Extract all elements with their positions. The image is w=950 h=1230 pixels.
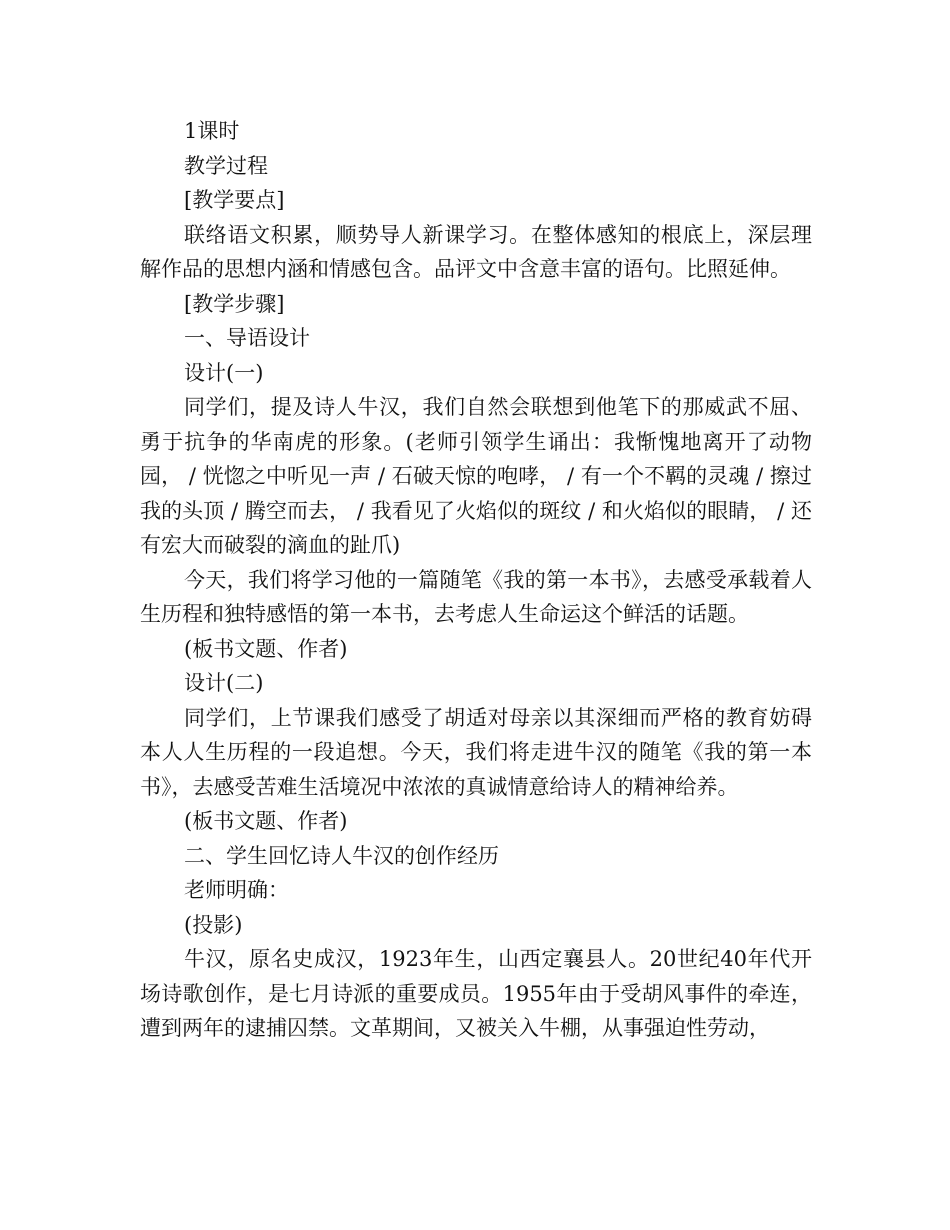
subheading-design-one: 设计(一)	[184, 360, 264, 385]
paragraph-design-one-today: 今天，我们将学习他的一篇随笔《我的第一本书》，去感受承载着人生历程和独特感悟的第一本书，去考虑人生命运这个鲜活的话题。	[140, 567, 812, 626]
label-teacher-clarifies: 老师明确：	[184, 878, 289, 902]
note-board-title-author: (板书文题、作者)	[184, 636, 348, 661]
subheading-teaching-steps: [教学步骤]	[184, 291, 285, 316]
paragraph-design-two: 同学们，上节课我们感受了胡适对母亲以其深细而严格的教育妨碍本人人生历程的一段追想。今天，我们将走进牛汉的随笔《我的第一本书》，去感受苦难生活境况中浓浓的真诚情意给诗人的精神给养。	[140, 705, 812, 799]
paragraph-design-one-intro: 同学们，提及诗人牛汉，我们自然会联想到他笔下的那威武不屈、勇于抗争的华南虎的形象。(老师引领学生诵出：我惭愧地离开了动物园， / 恍惚之中听见一声 / 石破天惊的咆哮， / 有一个不羁的灵魂 / 擦过我的头顶 / 腾空而去， / 我看见了火焰似的斑纹 / 和火焰似的眼睛， / 还有宏大而破裂的滴血的趾爪)	[140, 395, 812, 557]
subheading-design-two: 设计(二)	[184, 671, 264, 695]
subheading-teaching-points: [教学要点]	[184, 188, 285, 212]
paragraph-author-bio: 牛汉，原名史成汉，1923年生，山西定襄县人。20世纪40年代开场诗歌创作，是七月诗派的重要成员。1955年由于受胡风事件的牵连，遭到两年的逮捕囚禁。文革期间，又被关入牛棚，从事强迫性劳动，	[140, 947, 812, 1040]
lesson-duration: 1课时	[184, 119, 240, 143]
label-projection: (投影)	[184, 912, 243, 937]
section-heading-intro-design: 一、导语设计	[184, 326, 310, 350]
section-heading-teaching-process: 教学过程	[184, 153, 268, 178]
paragraph-teaching-points: 联络语文积累，顺势导人新课学习。在整体感知的根底上，深层理解作品的思想内涵和情感包含。品评文中含意丰富的语句。比照延伸。	[140, 222, 812, 281]
section-heading-author-review: 二、学生回忆诗人牛汉的创作经历	[184, 843, 499, 868]
note-board-title-author-2: (板书文题、作者)	[184, 809, 348, 833]
document-body	[140, 114, 812, 1046]
